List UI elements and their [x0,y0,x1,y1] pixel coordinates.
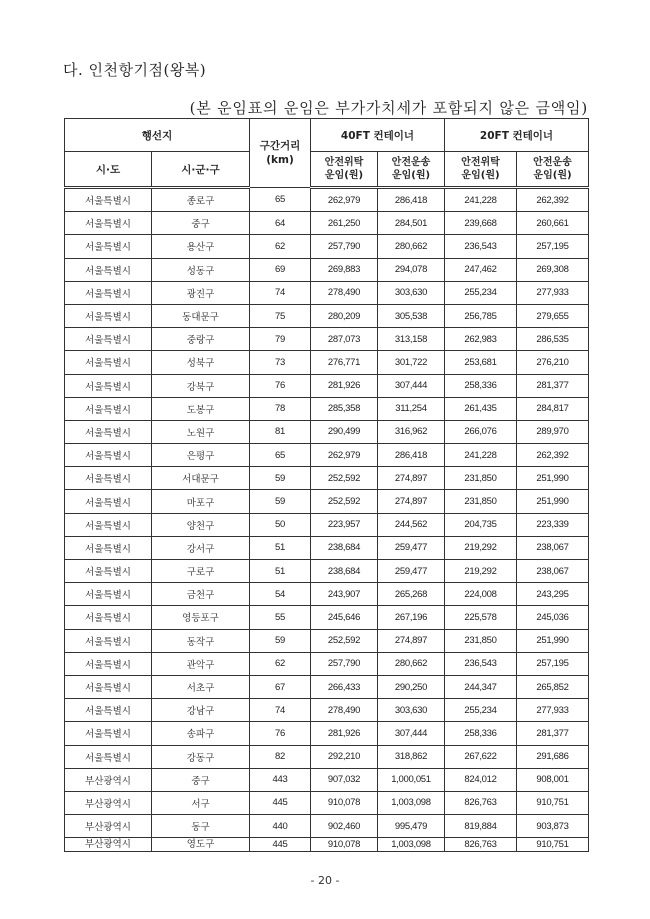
cell-20ft-safe-transport: 245,036 [517,606,589,629]
table-row [65,536,589,559]
cell-20ft-safe-consign: 253,681 [445,351,517,374]
cell-distance: 62 [250,235,311,258]
cell-40ft-safe-transport: 313,158 [378,328,445,351]
header-text: 운임(원) [391,170,431,181]
cell-distance: 55 [250,606,311,629]
cell-20ft-safe-consign: 267,622 [445,745,517,768]
cell-40ft-safe-consign: 252,592 [311,490,378,513]
cell-sido: 서울특별시 [65,629,152,652]
cell-40ft-safe-transport: 995,479 [378,815,445,838]
cell-distance: 79 [250,328,311,351]
cell-sigungu: 강동구 [152,745,250,768]
cell-40ft-safe-transport: 305,538 [378,304,445,327]
table-row [65,652,589,675]
cell-40ft-safe-transport: 286,418 [378,188,445,212]
cell-20ft-safe-consign: 258,336 [445,722,517,745]
table-row [65,235,589,258]
table-row [65,838,589,852]
cell-sigungu: 영등포구 [152,606,250,629]
cell-20ft-safe-consign: 219,292 [445,536,517,559]
cell-sido: 서울특별시 [65,374,152,397]
table-row [65,768,589,791]
cell-40ft-safe-transport: 259,477 [378,560,445,583]
table-row [65,629,589,652]
cell-distance: 51 [250,560,311,583]
cell-sigungu: 서대문구 [152,467,250,490]
cell-sigungu: 은평구 [152,444,250,467]
table-row [65,258,589,281]
cell-20ft-safe-transport: 291,686 [517,745,589,768]
cell-sido: 서울특별시 [65,467,152,490]
cell-20ft-safe-transport: 260,661 [517,212,589,235]
cell-sigungu: 동구 [152,815,250,838]
header-20ft: 20FT 컨테이너 [445,119,589,152]
cell-40ft-safe-transport: 265,268 [378,583,445,606]
cell-sido: 서울특별시 [65,606,152,629]
page-number: - 20 - [310,874,340,887]
cell-distance: 67 [250,675,311,698]
cell-sigungu: 광진구 [152,281,250,304]
cell-sigungu: 노원구 [152,420,250,443]
cell-distance: 59 [250,629,311,652]
cell-20ft-safe-consign: 219,292 [445,560,517,583]
cell-20ft-safe-consign: 231,850 [445,629,517,652]
table-row [65,815,589,838]
table-row [65,397,589,420]
cell-40ft-safe-consign: 287,073 [311,328,378,351]
cell-sido: 서울특별시 [65,281,152,304]
cell-sigungu: 중랑구 [152,328,250,351]
cell-sido: 서울특별시 [65,513,152,536]
cell-distance: 65 [250,444,311,467]
header-20ft-safe-consign [445,152,517,188]
cell-distance: 75 [250,304,311,327]
cell-sigungu: 성북구 [152,351,250,374]
cell-distance: 59 [250,467,311,490]
cell-40ft-safe-transport: 294,078 [378,258,445,281]
cell-distance: 62 [250,652,311,675]
cell-40ft-safe-transport: 1,003,098 [378,838,445,852]
cell-distance: 82 [250,745,311,768]
cell-distance: 69 [250,258,311,281]
cell-40ft-safe-transport: 316,962 [378,420,445,443]
cell-40ft-safe-transport: 1,003,098 [378,791,445,814]
cell-sigungu: 마포구 [152,490,250,513]
cell-20ft-safe-transport: 243,295 [517,583,589,606]
header-40ft: 40FT 컨테이너 [311,119,445,152]
cell-sido: 서울특별시 [65,560,152,583]
header-40ft-safe-consign [311,152,378,188]
cell-20ft-safe-consign: 239,668 [445,212,517,235]
cell-sigungu: 구로구 [152,560,250,583]
header-20ft-safe-transport [517,152,589,188]
cell-40ft-safe-transport: 259,477 [378,536,445,559]
cell-40ft-safe-consign: 292,210 [311,745,378,768]
cell-40ft-safe-transport: 307,444 [378,722,445,745]
table-row [65,606,589,629]
cell-sido: 부산광역시 [65,768,152,791]
cell-20ft-safe-transport: 223,339 [517,513,589,536]
cell-40ft-safe-transport: 290,250 [378,675,445,698]
cell-40ft-safe-consign: 266,433 [311,675,378,698]
cell-sido: 서울특별시 [65,536,152,559]
cell-40ft-safe-consign: 257,790 [311,652,378,675]
cell-sido: 서울특별시 [65,583,152,606]
cell-20ft-safe-consign: 819,884 [445,815,517,838]
cell-40ft-safe-consign: 907,032 [311,768,378,791]
table-row [65,745,589,768]
table-row [65,699,589,722]
cell-distance: 81 [250,420,311,443]
cell-sido: 서울특별시 [65,212,152,235]
cell-distance: 59 [250,490,311,513]
cell-distance: 73 [250,351,311,374]
cell-distance: 65 [250,188,311,212]
cell-20ft-safe-transport: 238,067 [517,560,589,583]
cell-20ft-safe-consign: 255,234 [445,281,517,304]
fare-table [64,118,589,852]
cell-sigungu: 서구 [152,791,250,814]
cell-sigungu: 양천구 [152,513,250,536]
table-row [65,351,589,374]
cell-sigungu: 중구 [152,768,250,791]
cell-40ft-safe-consign: 262,979 [311,188,378,212]
cell-sido: 서울특별시 [65,745,152,768]
cell-40ft-safe-consign: 281,926 [311,722,378,745]
cell-sido: 서울특별시 [65,490,152,513]
cell-40ft-safe-transport: 280,662 [378,235,445,258]
cell-20ft-safe-consign: 824,012 [445,768,517,791]
cell-sido: 서울특별시 [65,699,152,722]
cell-20ft-safe-consign: 826,763 [445,791,517,814]
cell-sido: 부산광역시 [65,815,152,838]
cell-sido: 서울특별시 [65,420,152,443]
cell-40ft-safe-transport: 307,444 [378,374,445,397]
cell-sigungu: 종로구 [152,188,250,212]
cell-40ft-safe-transport: 274,897 [378,629,445,652]
cell-sido: 부산광역시 [65,791,152,814]
header-distance-line1: 구간거리 [259,140,301,152]
vat-note: (본 운임표의 운임은 부가가치세가 포함되지 않은 금액임) [189,99,588,117]
table-row [65,560,589,583]
cell-40ft-safe-consign: 238,684 [311,536,378,559]
cell-distance: 74 [250,281,311,304]
cell-40ft-safe-transport: 1,000,051 [378,768,445,791]
cell-20ft-safe-consign: 256,785 [445,304,517,327]
header-text: 운임(원) [533,170,572,181]
cell-20ft-safe-transport: 238,067 [517,536,589,559]
cell-20ft-safe-transport: 251,990 [517,629,589,652]
cell-sigungu: 동대문구 [152,304,250,327]
cell-20ft-safe-consign: 255,234 [445,699,517,722]
cell-20ft-safe-transport: 284,817 [517,397,589,420]
cell-20ft-safe-consign: 225,578 [445,606,517,629]
cell-20ft-safe-transport: 265,852 [517,675,589,698]
cell-20ft-safe-transport: 251,990 [517,490,589,513]
cell-20ft-safe-consign: 224,008 [445,583,517,606]
table-row [65,467,589,490]
cell-40ft-safe-transport: 284,501 [378,212,445,235]
cell-20ft-safe-transport: 281,377 [517,374,589,397]
cell-sigungu: 도봉구 [152,397,250,420]
cell-40ft-safe-transport: 311,254 [378,397,445,420]
table-row [65,304,589,327]
cell-40ft-safe-transport: 303,630 [378,281,445,304]
cell-40ft-safe-consign: 290,499 [311,420,378,443]
cell-sido: 서울특별시 [65,188,152,212]
cell-20ft-safe-consign: 204,735 [445,513,517,536]
cell-sido: 서울특별시 [65,675,152,698]
cell-sido: 서울특별시 [65,652,152,675]
cell-sido: 서울특별시 [65,304,152,327]
cell-20ft-safe-consign: 262,983 [445,328,517,351]
cell-sido: 서울특별시 [65,258,152,281]
cell-40ft-safe-consign: 269,883 [311,258,378,281]
cell-20ft-safe-transport: 277,933 [517,699,589,722]
cell-distance: 50 [250,513,311,536]
cell-40ft-safe-transport: 244,562 [378,513,445,536]
cell-sigungu: 송파구 [152,722,250,745]
header-text: 운임(원) [461,170,500,181]
header-40ft-safe-transport [378,152,445,188]
cell-sido: 서울특별시 [65,235,152,258]
cell-40ft-safe-transport: 318,862 [378,745,445,768]
table-row [65,722,589,745]
cell-20ft-safe-consign: 241,228 [445,188,517,212]
cell-20ft-safe-consign: 236,543 [445,652,517,675]
cell-sigungu: 성동구 [152,258,250,281]
cell-sido: 서울특별시 [65,328,152,351]
cell-sigungu: 강서구 [152,536,250,559]
cell-40ft-safe-consign: 280,209 [311,304,378,327]
cell-20ft-safe-consign: 231,850 [445,490,517,513]
cell-20ft-safe-transport: 908,001 [517,768,589,791]
cell-40ft-safe-consign: 252,592 [311,467,378,490]
cell-distance: 78 [250,397,311,420]
cell-sigungu: 동작구 [152,629,250,652]
cell-40ft-safe-consign: 281,926 [311,374,378,397]
cell-40ft-safe-consign: 278,490 [311,281,378,304]
cell-40ft-safe-transport: 280,662 [378,652,445,675]
cell-20ft-safe-consign: 266,076 [445,420,517,443]
cell-sigungu: 서초구 [152,675,250,698]
cell-20ft-safe-transport: 257,195 [517,652,589,675]
table-row [65,791,589,814]
cell-distance: 445 [250,838,311,852]
cell-40ft-safe-consign: 257,790 [311,235,378,258]
cell-distance: 76 [250,374,311,397]
table-row [65,513,589,536]
header-text: 안전위탁 [461,157,500,168]
cell-40ft-safe-consign: 910,078 [311,791,378,814]
cell-sigungu: 강남구 [152,699,250,722]
cell-40ft-safe-consign: 238,684 [311,560,378,583]
section-title: 다. 인천항기점(왕복) [63,61,207,79]
cell-sido: 서울특별시 [65,351,152,374]
cell-20ft-safe-consign: 241,228 [445,444,517,467]
cell-distance: 51 [250,536,311,559]
cell-20ft-safe-consign: 247,462 [445,258,517,281]
table-row [65,490,589,513]
cell-40ft-safe-consign: 276,771 [311,351,378,374]
cell-sido: 서울특별시 [65,444,152,467]
cell-distance: 440 [250,815,311,838]
cell-sigungu: 중구 [152,212,250,235]
table-row [65,328,589,351]
cell-40ft-safe-consign: 278,490 [311,699,378,722]
header-text: 안전운송 [533,157,572,168]
cell-20ft-safe-consign: 236,543 [445,235,517,258]
header-text: 운임(원) [324,170,364,181]
cell-20ft-safe-consign: 826,763 [445,838,517,852]
table-row [65,444,589,467]
header-distance [250,119,311,188]
header-sido: 시·도 [65,152,152,188]
cell-sido: 서울특별시 [65,397,152,420]
cell-20ft-safe-consign: 231,850 [445,467,517,490]
cell-distance: 445 [250,791,311,814]
cell-distance: 76 [250,722,311,745]
cell-40ft-safe-consign: 262,979 [311,444,378,467]
cell-20ft-safe-transport: 269,308 [517,258,589,281]
table-row [65,212,589,235]
cell-sido: 부산광역시 [65,838,152,852]
cell-distance: 64 [250,212,311,235]
cell-40ft-safe-transport: 301,722 [378,351,445,374]
cell-20ft-safe-transport: 910,751 [517,791,589,814]
cell-20ft-safe-transport: 903,873 [517,815,589,838]
header-distance-line2: (km) [266,154,294,166]
cell-20ft-safe-transport: 281,377 [517,722,589,745]
cell-20ft-safe-transport: 286,535 [517,328,589,351]
cell-20ft-safe-transport: 257,195 [517,235,589,258]
header-sigungu: 시·군·구 [152,152,250,188]
table-row [65,583,589,606]
cell-20ft-safe-transport: 910,751 [517,838,589,852]
cell-20ft-safe-consign: 244,347 [445,675,517,698]
cell-20ft-safe-transport: 289,970 [517,420,589,443]
cell-20ft-safe-transport: 262,392 [517,188,589,212]
cell-40ft-safe-consign: 243,907 [311,583,378,606]
cell-20ft-safe-transport: 276,210 [517,351,589,374]
cell-40ft-safe-transport: 286,418 [378,444,445,467]
cell-20ft-safe-transport: 279,655 [517,304,589,327]
cell-sigungu: 영도구 [152,838,250,852]
header-text: 안전운송 [391,157,431,168]
table-row [65,675,589,698]
cell-20ft-safe-transport: 262,392 [517,444,589,467]
cell-40ft-safe-consign: 902,460 [311,815,378,838]
table-row [65,188,589,212]
cell-sigungu: 관악구 [152,652,250,675]
cell-40ft-safe-consign: 252,592 [311,629,378,652]
table-row [65,281,589,304]
header-destination: 행선지 [65,119,250,152]
cell-distance: 443 [250,768,311,791]
cell-40ft-safe-transport: 267,196 [378,606,445,629]
cell-distance: 74 [250,699,311,722]
cell-sigungu: 용산구 [152,235,250,258]
table-row [65,420,589,443]
cell-sigungu: 금천구 [152,583,250,606]
fare-table-body [65,188,589,852]
header-text: 안전위탁 [324,157,364,168]
table-row [65,374,589,397]
cell-20ft-safe-consign: 258,336 [445,374,517,397]
cell-40ft-safe-consign: 223,957 [311,513,378,536]
cell-40ft-safe-transport: 303,630 [378,699,445,722]
cell-40ft-safe-transport: 274,897 [378,467,445,490]
cell-sido: 서울특별시 [65,722,152,745]
cell-distance: 54 [250,583,311,606]
cell-40ft-safe-consign: 910,078 [311,838,378,852]
cell-40ft-safe-consign: 285,358 [311,397,378,420]
cell-sigungu: 강북구 [152,374,250,397]
cell-40ft-safe-consign: 245,646 [311,606,378,629]
cell-20ft-safe-consign: 261,435 [445,397,517,420]
cell-20ft-safe-transport: 277,933 [517,281,589,304]
cell-40ft-safe-transport: 274,897 [378,490,445,513]
cell-40ft-safe-consign: 261,250 [311,212,378,235]
cell-20ft-safe-transport: 251,990 [517,467,589,490]
